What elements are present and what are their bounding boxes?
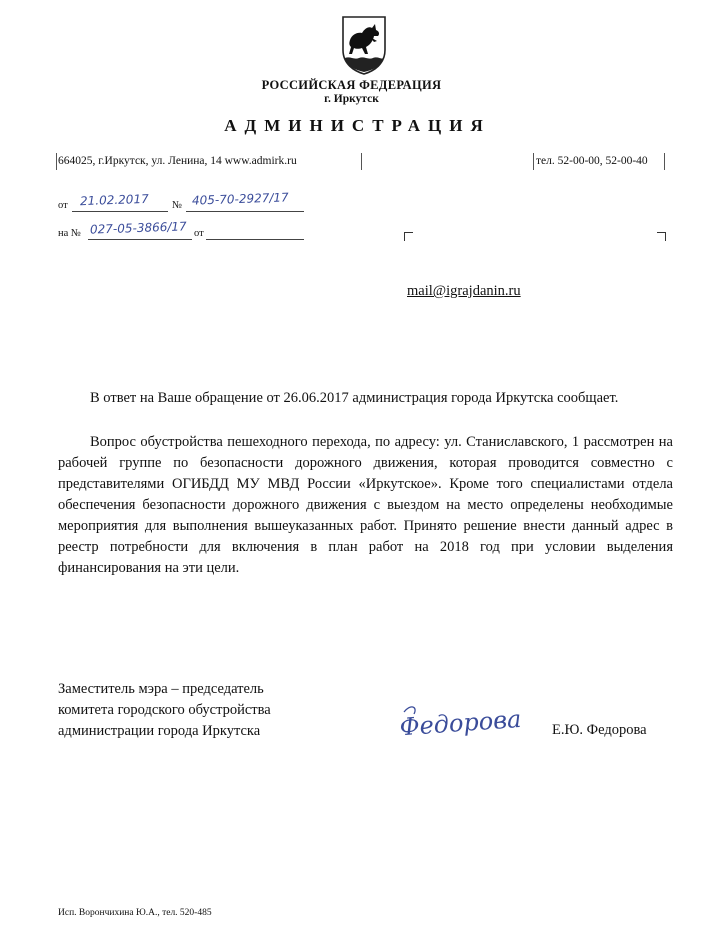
country-name: РОССИЙСКАЯ ФЕДЕРАЦИЯ (261, 78, 442, 92)
signer-position-line-2: комитета городского обустройства (58, 702, 271, 718)
organization-title: АДМИНИСТРАЦИЯ (224, 116, 491, 135)
city-name: г. Иркутск (324, 93, 379, 105)
signer-position-line-1: Заместитель мэра – председатель (58, 681, 264, 697)
handwritten-signature (398, 700, 523, 748)
signer-name: Е.Ю. Федорова (552, 722, 647, 738)
signer-position-line-3: администрации города Иркутска (58, 723, 261, 739)
date-label: от (58, 200, 68, 211)
outgoing-date: 21.02.2017 (79, 191, 149, 209)
letter-paragraph-1: В ответ на Ваше обращение от 26.06.2017 администрация города Иркутска сообщает. (90, 390, 619, 406)
reply-number-label: на № (58, 228, 81, 239)
reply-number-underline (88, 239, 192, 240)
address-divider-left (56, 153, 57, 170)
organization-phone: тел. 52-00-00, 52-00-40 (536, 155, 648, 167)
date-underline (72, 211, 168, 212)
recipient-email[interactable]: mail@igrajdanin.ru (407, 283, 521, 299)
number-underline (186, 211, 304, 212)
coat-of-arms-icon (340, 14, 388, 76)
addressee-corner-right (657, 232, 666, 241)
letter-paragraph-2: Вопрос обустройства пешеходного перехода, по адресу: ул. Станиславского, 1 рассмотрен на рабочей группе по безопасности дорожного движения, которая проводится совместно с представителями ОГИБДД МУ МВД России «Иркутское». Кроме того специалистами отдела обеспечения безопасности дорожного движения с выездом на место определены необходимые мероприятия для выполнения вышеуказанных работ. Принято решение внести данный адрес в реестр потребности для включения в план работ на 2018 год при условии выделения финансирования на эти цели. (58, 434, 673, 576)
addressee-corner-left (404, 232, 413, 241)
reply-date-label: от (194, 228, 204, 239)
phone-divider-right (664, 153, 665, 170)
phone-divider-left (533, 153, 534, 170)
signer-position (58, 679, 271, 742)
number-label: № (172, 200, 183, 211)
address-divider-right (361, 153, 362, 170)
reply-date-underline (206, 239, 304, 240)
outgoing-number: 405-70-2927/17 (191, 190, 289, 208)
handwritten-signature-text: Федорова (398, 704, 523, 742)
reply-number: 027-05-3866/17 (89, 219, 187, 237)
organization-address: 664025, г.Иркутск, ул. Ленина, 14 www.admirk.ru (58, 155, 297, 167)
executor-info: Исп. Ворончихина Ю.А., тел. 520-485 (58, 908, 212, 918)
